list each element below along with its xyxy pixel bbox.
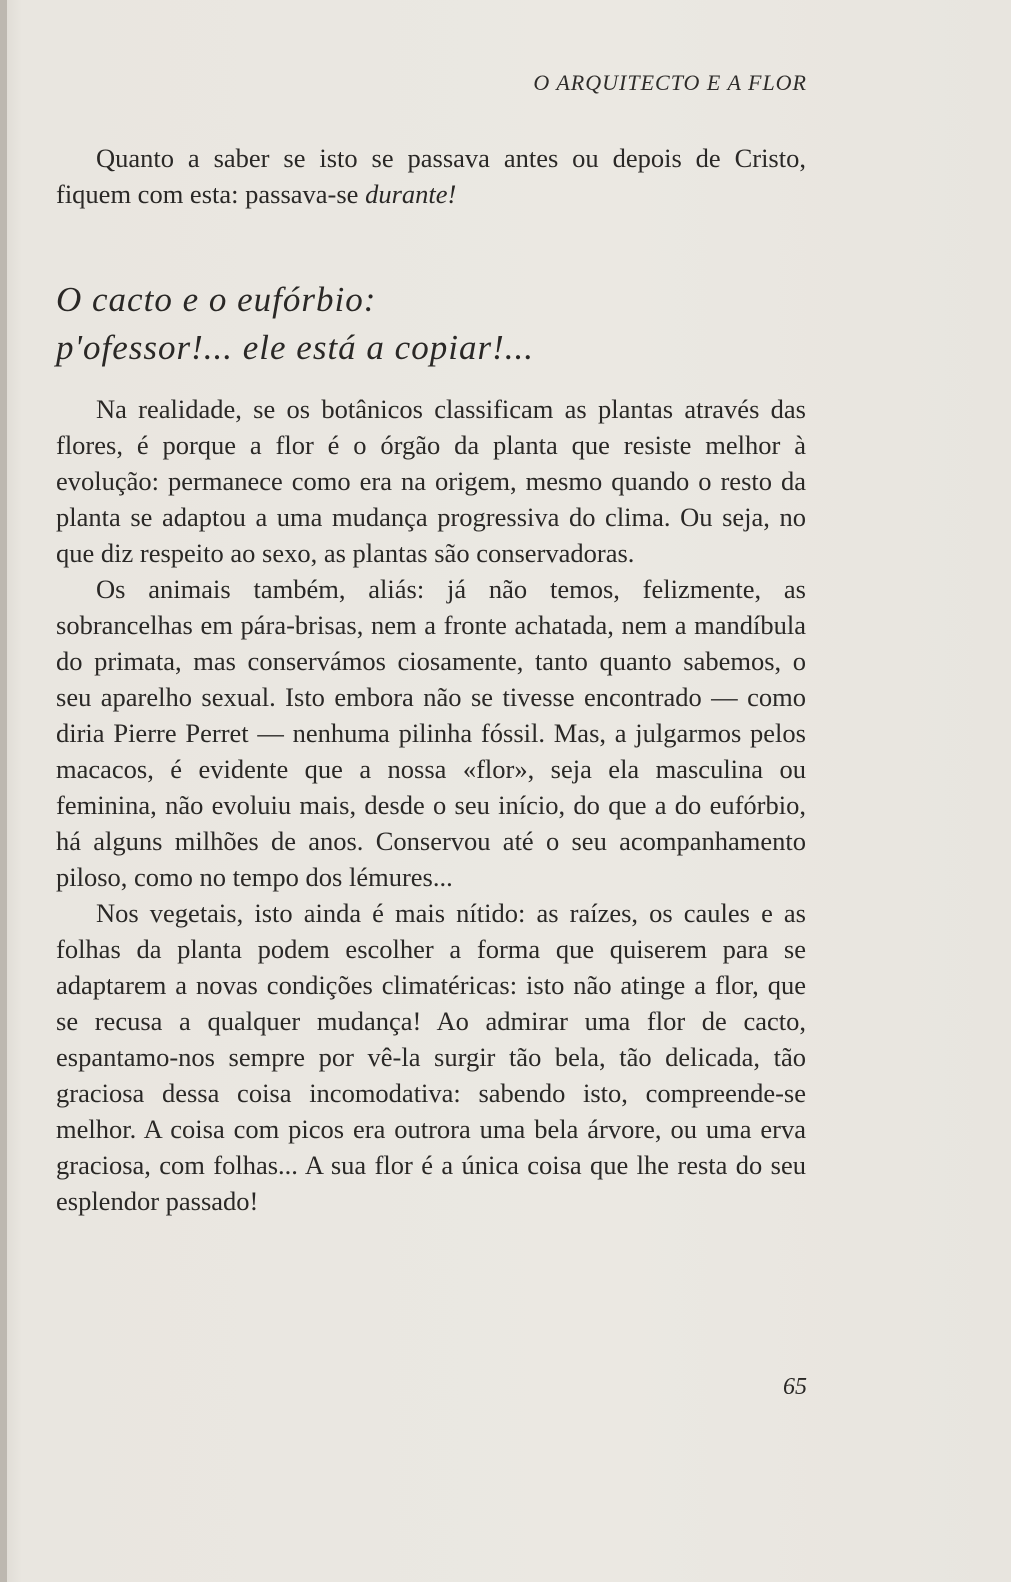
paragraph-1: Na realidade, se os botânicos classificam as plantas através das flores, é porque a flor é o órgão da planta que resiste melhor à evolução: permanece como era na origem, mesmo quando o resto da planta se adaptou a uma mudança progressiva do clima. Ou seja, no que diz respeito ao sexo, as plantas são conservadoras.: [56, 394, 806, 568]
body-text: [56, 391, 806, 1219]
section-title-line-1: O cacto e o eufórbio:: [56, 280, 377, 319]
running-head: O ARQUITECTO E A FLOR: [533, 70, 807, 95]
section-title: [56, 276, 806, 372]
paragraph-2: Os animais também, aliás: já não temos, felizmente, as sobrancelhas em pára-brisas, nem a fronte achatada, nem a mandíbula do primata, mas conservámos ciosamente, tanto quanto sabemos, o seu aparelho sexual. Isto embora não se tivesse encontrado — como diria Pierre Perret — nenhuma pilinha fóssil. Mas, a julgarmos pelos macacos, é evidente que a nossa «flor», seja ela masculina ou feminina, não evoluiu mais, desde o seu início, do que a do eufórbio, há alguns milhões de anos. Conservou até o seu acompanhamento piloso, como no tempo dos lémures...: [56, 574, 806, 892]
intro-text: [56, 140, 806, 212]
page-binding-edge: [0, 0, 7, 1582]
intro-text-plain: Quanto a saber se isto se passava antes ou depois de Cristo, fiquem com esta: passava-se: [56, 143, 806, 209]
page-number: 65: [783, 1374, 807, 1400]
paragraph-3: Nos vegetais, isto ainda é mais nítido: as raízes, os caules e as folhas da planta podem escolher a forma que quiserem para se adaptarem a novas condições climatéricas: isto não atinge a flor, que se recusa a qualquer mudança! Ao admirar uma flor de cacto, espantamo-nos sempre por vê-la surgir tão bela, tão delicada, tão graciosa dessa coisa incomodativa: sabendo isto, compreende-se melhor. A coisa com picos era outrora uma bela árvore, ou uma erva graciosa, com folhas... A sua flor é a única coisa que lhe resta do seu esplendor passado!: [56, 898, 806, 1216]
intro-text-emphasis: durante!: [365, 179, 457, 209]
intro-paragraph: [56, 140, 806, 212]
section-title-line-2: p'ofessor!... ele está a copiar!...: [56, 328, 534, 367]
